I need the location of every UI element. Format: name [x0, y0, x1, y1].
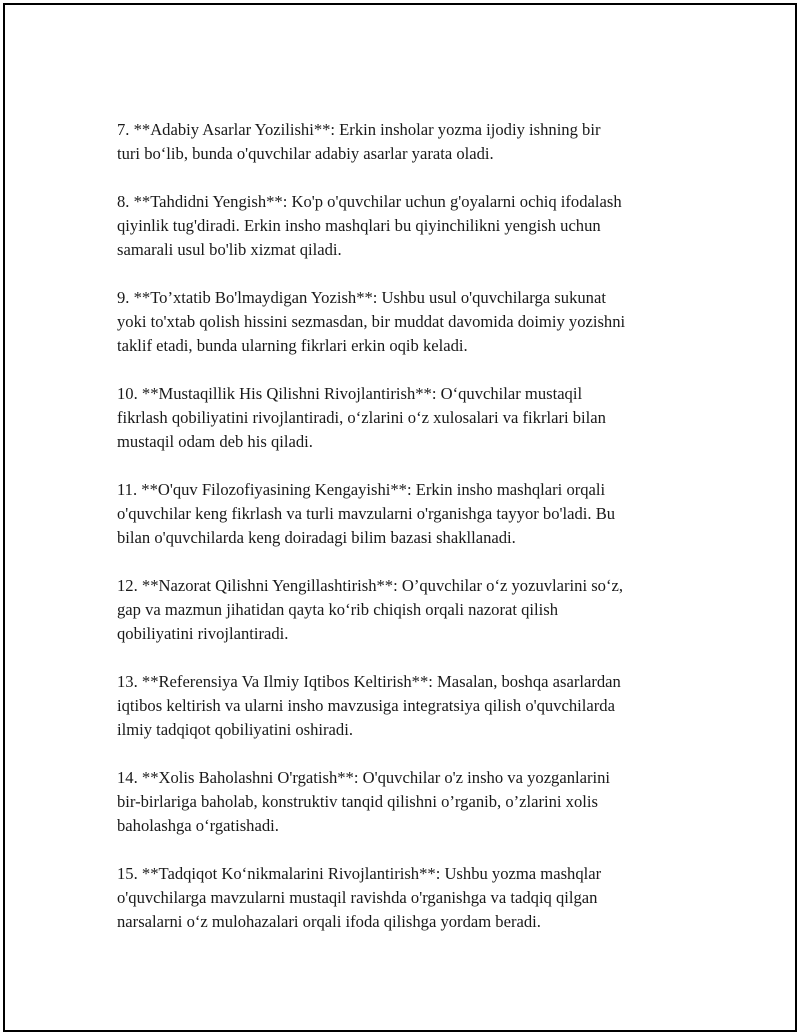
paragraph-item-9 [117, 286, 697, 358]
paragraph-line: bir-birlariga baholab, konstruktiv tanqid qilishni o’rganib, o’zlarini xolis [117, 792, 598, 811]
paragraph-line: 15. **Tadqiqot Ko‘nikmalarini Rivojlantirish**: Ushbu yozma mashqlar [117, 864, 602, 883]
paragraph-line: ilmiy tadqiqot qobiliyatini oshiradi. [117, 720, 353, 739]
paragraph-item-7 [117, 118, 697, 166]
paragraph-line: narsalarni o‘z mulohazalari orqali ifoda qilishga yordam beradi. [117, 912, 541, 931]
paragraph-line: o'quvchilar keng fikrlash va turli mavzularni o'rganishga tayyor bo'ladi. Bu [117, 504, 616, 523]
paragraph-line: turi bo‘lib, bunda o'quvchilar adabiy asarlar yarata oladi. [117, 144, 494, 163]
paragraph-line: bilan o'quvchilarda keng doiradagi bilim bazasi shakllanadi. [117, 528, 516, 547]
paragraph-item-8 [117, 190, 697, 262]
paragraph-line: fikrlash qobiliyatini rivojlantiradi, o‘zlarini o‘z xulosalari va fikrlari bilan [117, 408, 606, 427]
paragraph-line: 13. **Referensiya Va Ilmiy Iqtibos Keltirish**: Masalan, boshqa asarlardan [117, 672, 621, 691]
paragraph-line: taklif etadi, bunda ularning fikrlari erkin oqib keladi. [117, 336, 468, 355]
paragraph-line: 11. **O'quv Filozofiyasining Kengayishi**: Erkin insho mashqlari orqali [117, 480, 606, 499]
paragraph-item-11 [117, 478, 697, 550]
paragraph-line: samarali usul bo'lib xizmat qiladi. [117, 240, 342, 259]
paragraph-line: 8. **Tahdidni Yengish**: Ko'p o'quvchilar uchun g'oyalarni ochiq ifodalash [117, 192, 622, 211]
paragraph-item-15 [117, 862, 697, 934]
paragraph-line: 10. **Mustaqillik His Qilishni Rivojlantirish**: O‘quvchilar mustaqil [117, 384, 583, 403]
paragraph-line: o'quvchilarga mavzularni mustaqil ravishda o'rganishga va tadqiq qilgan [117, 888, 598, 907]
paragraph-line: mustaqil odam deb his qiladi. [117, 432, 313, 451]
paragraph-item-12 [117, 574, 697, 646]
paragraph-line: iqtibos keltirish va ularni insho mavzusiga integratsiya qilish o'quvchilarda [117, 696, 615, 715]
document-body [117, 118, 697, 958]
paragraph-line: baholashga o‘rgatishadi. [117, 816, 279, 835]
paragraph-line: 14. **Xolis Baholashni O'rgatish**: O'quvchilar o'z insho va yozganlarini [117, 768, 611, 787]
paragraph-line: qiyinlik tug'diradi. Erkin insho mashqlari bu qiyinchilikni yengish uchun [117, 216, 601, 235]
paragraph-item-14 [117, 766, 697, 838]
paragraph-item-10 [117, 382, 697, 454]
paragraph-item-13 [117, 670, 697, 742]
paragraph-line: 12. **Nazorat Qilishni Yengillashtirish**: O’quvchilar o‘z yozuvlarini so‘z, [117, 576, 624, 595]
paragraph-line: 9. **To’xtatib Bo'lmaydigan Yozish**: Ushbu usul o'quvchilarga sukunat [117, 288, 606, 307]
paragraph-line: yoki to'xtab qolish hissini sezmasdan, bir muddat davomida doimiy yozishni [117, 312, 626, 331]
paragraph-line: gap va mazmun jihatidan qayta ko‘rib chiqish orqali nazorat qilish [117, 600, 558, 619]
paragraph-line: qobiliyatini rivojlantiradi. [117, 624, 289, 643]
paragraph-line: 7. **Adabiy Asarlar Yozilishi**: Erkin insholar yozma ijodiy ishning bir [117, 120, 601, 139]
